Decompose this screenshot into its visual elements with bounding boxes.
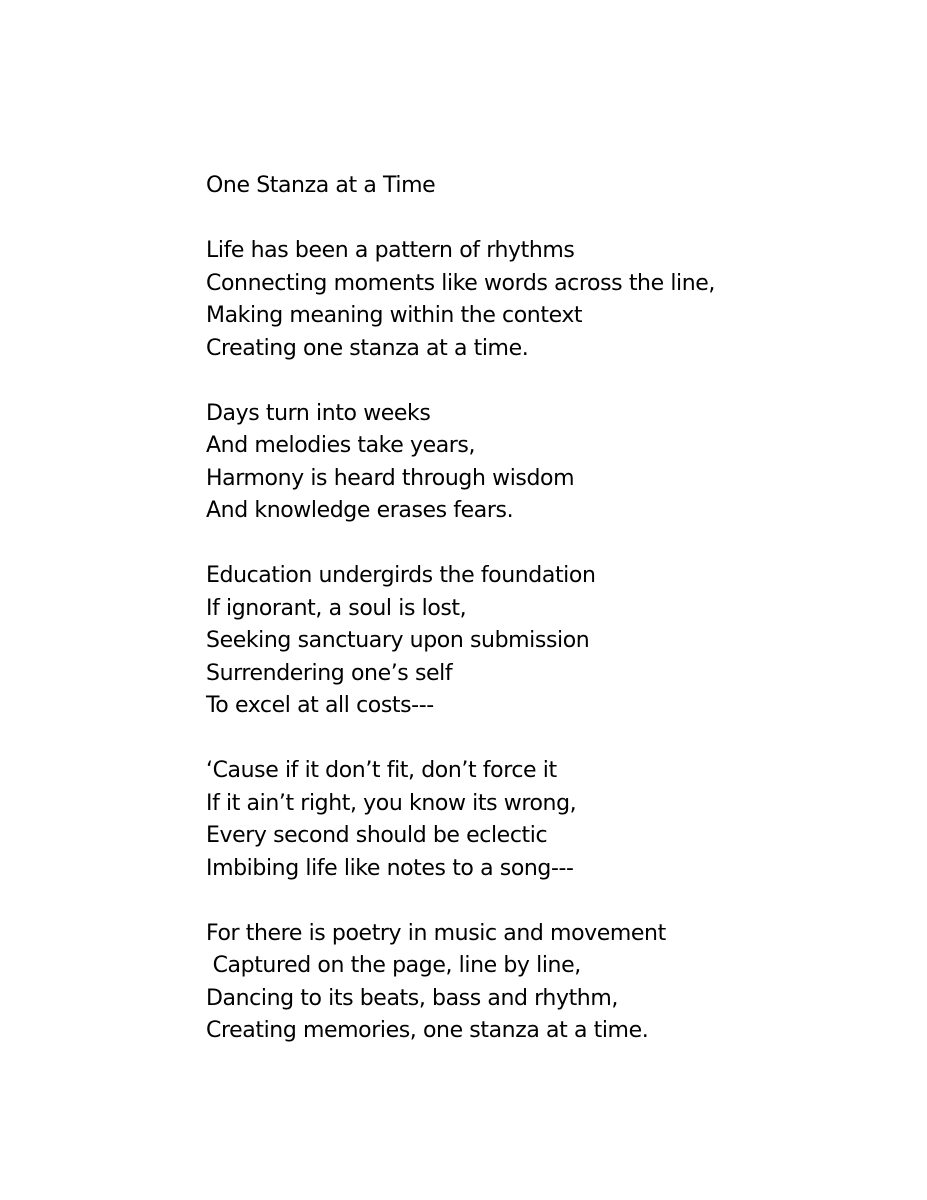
poem-line: If it ain’t right, you know its wrong, xyxy=(206,790,577,816)
poem-line: Harmony is heard through wisdom xyxy=(206,465,575,491)
poem-line: ‘Cause if it don’t fit, don’t force it xyxy=(206,758,557,783)
poem xyxy=(206,170,906,1048)
poem-line: And knowledge erases fears. xyxy=(206,498,514,523)
poem-line: Days turn into weeks xyxy=(206,400,431,426)
poem-line: And melodies take years, xyxy=(206,433,476,458)
poem-line: Imbibing life like notes to a song--- xyxy=(206,855,574,881)
poem-line: Connecting moments like words across the line, xyxy=(206,270,716,296)
stanza-2 xyxy=(206,398,906,528)
poem-line: Surrendering one’s self xyxy=(206,660,453,686)
stanza-5 xyxy=(206,918,906,1048)
stanza-1 xyxy=(206,235,906,365)
poem-line: Making meaning within the context xyxy=(206,303,583,328)
poem-title: One Stanza at a Time xyxy=(206,173,436,198)
poem-line: For there is poetry in music and movement xyxy=(206,920,666,946)
poem-line: Dancing to its beats, bass and rhythm, xyxy=(206,985,618,1011)
poem-line: Creating one stanza at a time. xyxy=(206,335,529,361)
poem-line: Education undergirds the foundation xyxy=(206,563,596,588)
stanza-4 xyxy=(206,755,906,885)
stanza-3 xyxy=(206,560,906,723)
poem-line: Every second should be eclectic xyxy=(206,823,548,848)
poem-line: To excel at all costs--- xyxy=(206,693,434,718)
poem-line: If ignorant, a soul is lost, xyxy=(206,595,467,621)
poem-line: Life has been a pattern of rhythms xyxy=(206,238,575,263)
poem-line: Creating memories, one stanza at a time. xyxy=(206,1018,649,1043)
poem-line: Captured on the page, line by line, xyxy=(206,953,581,978)
poem-line: Seeking sanctuary upon submission xyxy=(206,628,590,653)
